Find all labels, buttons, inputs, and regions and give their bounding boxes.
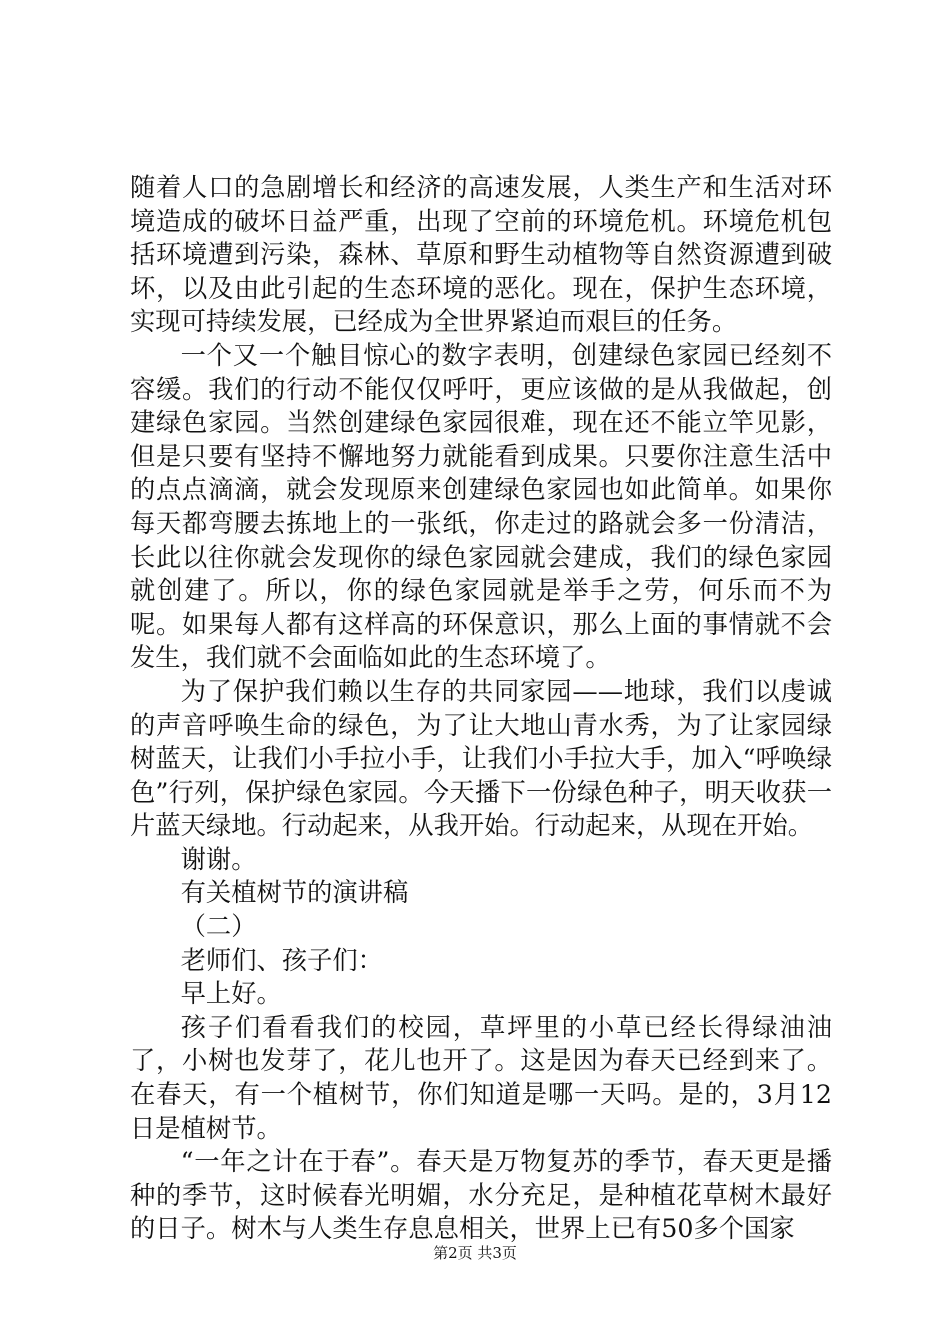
- paragraph-greeting: 早上好。: [180, 979, 282, 1009]
- paragraph-protect-earth: 为了保护我们赖以生存的共同家园——地球，我们以虔诚的声音呼唤生命的绿色，为了让大地山青水秀，为了让家园绿树蓝天，让我们小手拉小手，让我们小手拉大手，加入“呼唤绿色”行列，保护绿色家园。今天播下一份绿色种子，明天收获一片蓝天绿地。行动起来，从我开始。行动起来，从现在开始。: [130, 676, 832, 841]
- document-body: [130, 171, 832, 1246]
- section-number: （二）: [180, 912, 257, 942]
- paragraph-environment-crisis: 随着人口的急剧增长和经济的高速发展，人类生产和生活对环境造成的破坏日益严重，出现了空前的环境危机。环境危机包括环境遭到污染，森林、草原和野生动植物等自然资源遭到破坏，以及由此引起的生态环境的恶化。现在，保护生态环境，实现可持续发展，已经成为全世界紧迫而艰巨的任务。: [130, 173, 832, 337]
- paragraph-green-home: 一个又一个触目惊心的数字表明，创建绿色家园已经刻不容缓。我们的行动不能仅仅呼吁，更应该做的是从我做起，创建绿色家园。当然创建绿色家园很难，现在还不能立竿见影，但是只要有坚持不懈地努力就能看到成果。只要你注意生活中的点点滴滴，就会发现原来创建绿色家园也如此简单。如果你每天都弯腰去拣地上的一张纸，你走过的路就会多一份清洁，长此以往你就会发现你的绿色家园就会建成，我们的绿色家园就创建了。所以，你的绿色家园就是举手之劳，何乐而不为呢。如果每人都有这样高的环保意识，那么上面的事情就不会发生，我们就不会面临如此的生态环境了。: [130, 340, 832, 673]
- page-footer: 第2页 共3页: [433, 1244, 517, 1262]
- paragraph-spring-planting: “一年之计在于春”。春天是万物复苏的季节，春天更是播种的季节，这时候春光明媚，水分充足，是种植花草树木最好的日子。树木与人类生存息息相关，世界上已有50多个国家: [130, 1147, 832, 1244]
- section-title: 有关植树节的演讲稿: [180, 878, 409, 908]
- paragraph-salutation: 老师们、孩子们：: [180, 945, 383, 975]
- paragraph-campus-spring: 孩子们看看我们的校园，草坪里的小草已经长得绿油油了，小树也发芽了，花儿也开了。这是因为春天已经到来了。在春天，有一个植树节，你们知道是哪一天吗。是的，3月12日是植树节。: [130, 1012, 832, 1143]
- paragraph-thanks: 谢谢。: [180, 844, 257, 874]
